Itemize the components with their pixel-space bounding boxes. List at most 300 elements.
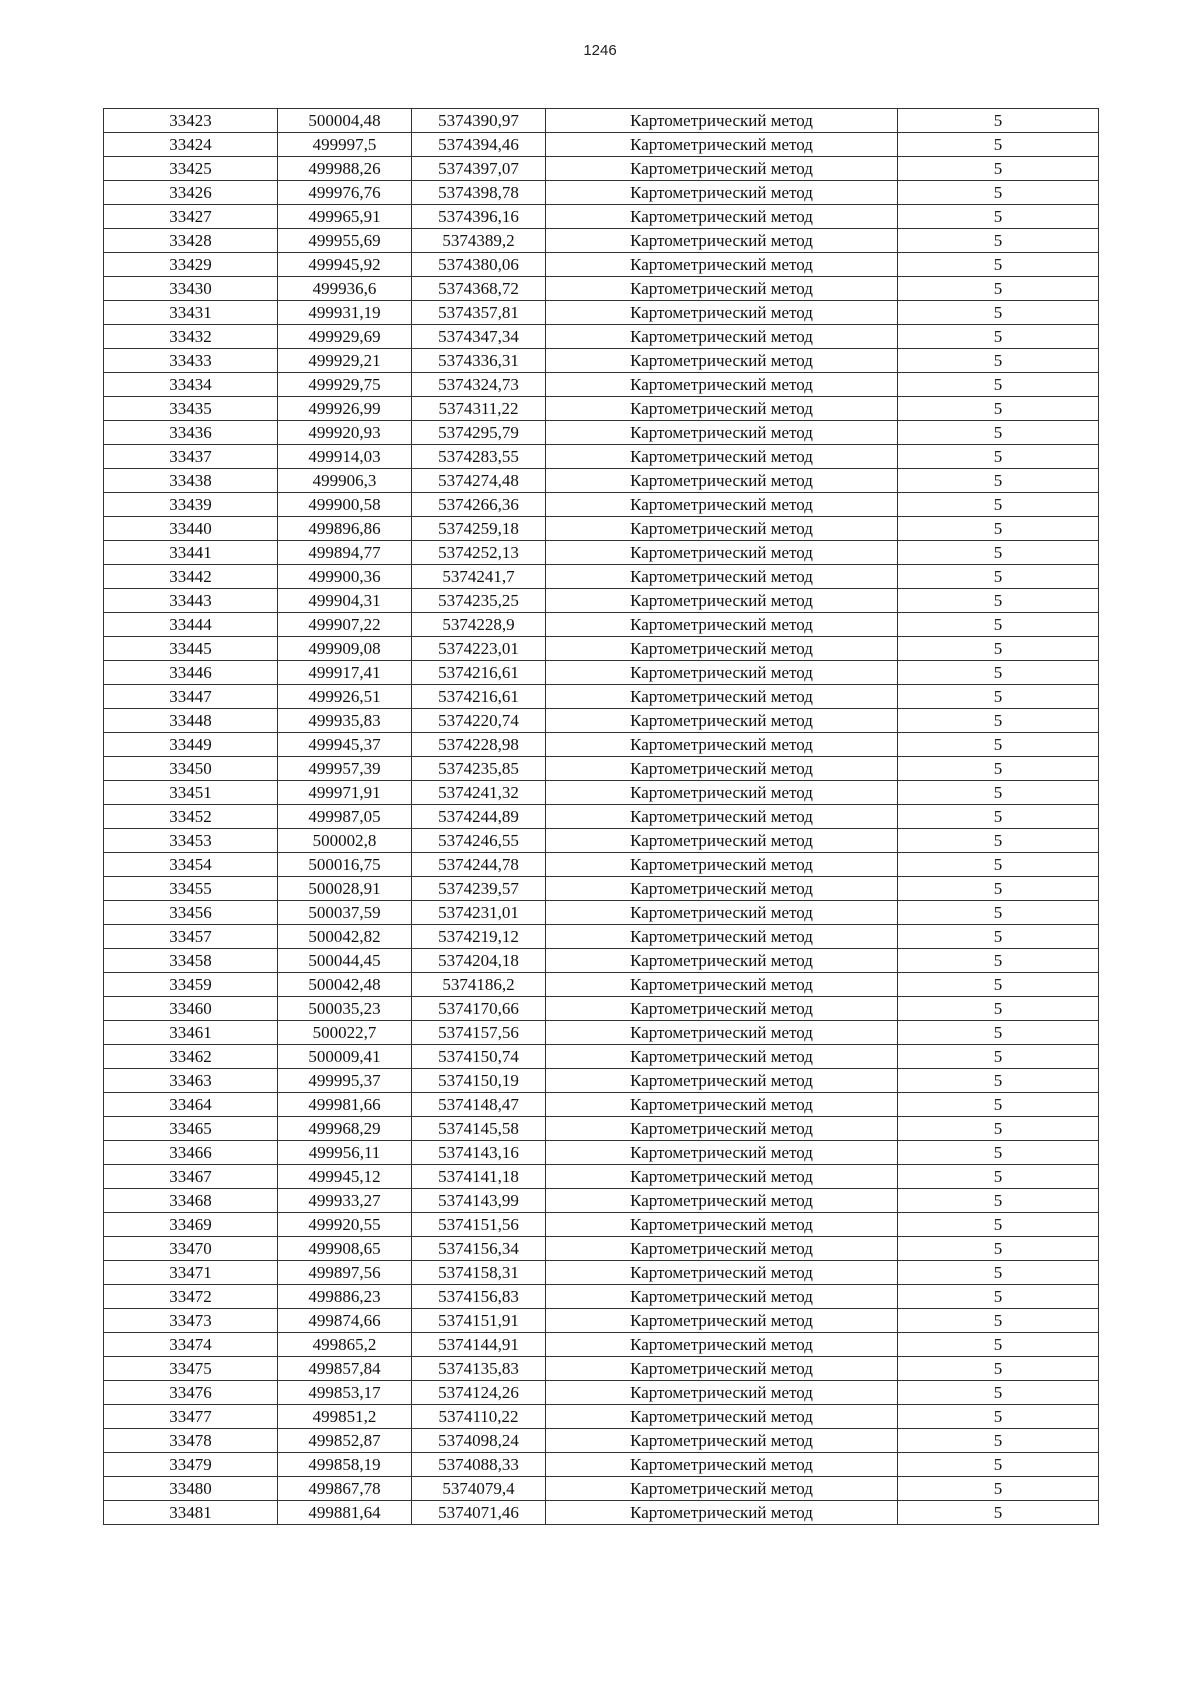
point-number-cell: 33438 (104, 469, 278, 493)
method-cell: Картометрический метод (546, 1381, 898, 1405)
table-row (104, 1261, 1099, 1285)
accuracy-cell: 5 (898, 709, 1099, 733)
point-number-cell: 33453 (104, 829, 278, 853)
accuracy-cell: 5 (898, 805, 1099, 829)
x-coordinate-cell: 500028,91 (278, 877, 412, 901)
x-coordinate-cell: 499865,2 (278, 1333, 412, 1357)
y-coordinate-cell: 5374156,83 (412, 1285, 546, 1309)
x-coordinate-cell: 499857,84 (278, 1357, 412, 1381)
x-coordinate-cell: 499858,19 (278, 1453, 412, 1477)
x-coordinate-cell: 499867,78 (278, 1477, 412, 1501)
method-cell: Картометрический метод (546, 133, 898, 157)
method-cell: Картометрический метод (546, 1237, 898, 1261)
table-row (104, 1381, 1099, 1405)
method-cell: Картометрический метод (546, 277, 898, 301)
point-number-cell: 33459 (104, 973, 278, 997)
accuracy-cell: 5 (898, 1045, 1099, 1069)
point-number-cell: 33425 (104, 157, 278, 181)
point-number-cell: 33427 (104, 205, 278, 229)
point-number-cell: 33436 (104, 421, 278, 445)
method-cell: Картометрический метод (546, 637, 898, 661)
point-number-cell: 33457 (104, 925, 278, 949)
y-coordinate-cell: 5374223,01 (412, 637, 546, 661)
method-cell: Картометрический метод (546, 949, 898, 973)
point-number-cell: 33464 (104, 1093, 278, 1117)
method-cell: Картометрический метод (546, 1141, 898, 1165)
x-coordinate-cell: 499897,56 (278, 1261, 412, 1285)
y-coordinate-cell: 5374156,34 (412, 1237, 546, 1261)
method-cell: Картометрический метод (546, 181, 898, 205)
method-cell: Картометрический метод (546, 1501, 898, 1525)
y-coordinate-cell: 5374239,57 (412, 877, 546, 901)
table-row (104, 781, 1099, 805)
y-coordinate-cell: 5374151,91 (412, 1309, 546, 1333)
point-number-cell: 33461 (104, 1021, 278, 1045)
point-number-cell: 33426 (104, 181, 278, 205)
y-coordinate-cell: 5374397,07 (412, 157, 546, 181)
point-number-cell: 33470 (104, 1237, 278, 1261)
method-cell: Картометрический метод (546, 685, 898, 709)
method-cell: Картометрический метод (546, 373, 898, 397)
table-row (104, 445, 1099, 469)
table-row (104, 253, 1099, 277)
y-coordinate-cell: 5374135,83 (412, 1357, 546, 1381)
accuracy-cell: 5 (898, 1021, 1099, 1045)
method-cell: Картометрический метод (546, 901, 898, 925)
point-number-cell: 33430 (104, 277, 278, 301)
method-cell: Картометрический метод (546, 925, 898, 949)
coordinates-table (103, 108, 1099, 1525)
y-coordinate-cell: 5374158,31 (412, 1261, 546, 1285)
method-cell: Картометрический метод (546, 349, 898, 373)
method-cell: Картометрический метод (546, 325, 898, 349)
y-coordinate-cell: 5374266,36 (412, 493, 546, 517)
point-number-cell: 33446 (104, 661, 278, 685)
accuracy-cell: 5 (898, 1237, 1099, 1261)
point-number-cell: 33458 (104, 949, 278, 973)
method-cell: Картометрический метод (546, 301, 898, 325)
point-number-cell: 33455 (104, 877, 278, 901)
point-number-cell: 33473 (104, 1309, 278, 1333)
method-cell: Картометрический метод (546, 853, 898, 877)
x-coordinate-cell: 499851,2 (278, 1405, 412, 1429)
table-row (104, 1093, 1099, 1117)
method-cell: Картометрический метод (546, 397, 898, 421)
accuracy-cell: 5 (898, 637, 1099, 661)
accuracy-cell: 5 (898, 1333, 1099, 1357)
accuracy-cell: 5 (898, 133, 1099, 157)
accuracy-cell: 5 (898, 445, 1099, 469)
x-coordinate-cell: 500035,23 (278, 997, 412, 1021)
accuracy-cell: 5 (898, 349, 1099, 373)
table-row (104, 1357, 1099, 1381)
table-row (104, 1165, 1099, 1189)
x-coordinate-cell: 499920,93 (278, 421, 412, 445)
method-cell: Картометрический метод (546, 1261, 898, 1285)
point-number-cell: 33480 (104, 1477, 278, 1501)
method-cell: Картометрический метод (546, 1213, 898, 1237)
method-cell: Картометрический метод (546, 229, 898, 253)
method-cell: Картометрический метод (546, 1117, 898, 1141)
method-cell: Картометрический метод (546, 781, 898, 805)
accuracy-cell: 5 (898, 397, 1099, 421)
accuracy-cell: 5 (898, 1213, 1099, 1237)
point-number-cell: 33472 (104, 1285, 278, 1309)
x-coordinate-cell: 499976,76 (278, 181, 412, 205)
x-coordinate-cell: 499896,86 (278, 517, 412, 541)
point-number-cell: 33429 (104, 253, 278, 277)
accuracy-cell: 5 (898, 517, 1099, 541)
x-coordinate-cell: 499920,55 (278, 1213, 412, 1237)
table-row (104, 349, 1099, 373)
method-cell: Картометрический метод (546, 757, 898, 781)
accuracy-cell: 5 (898, 589, 1099, 613)
x-coordinate-cell: 499945,12 (278, 1165, 412, 1189)
point-number-cell: 33433 (104, 349, 278, 373)
point-number-cell: 33437 (104, 445, 278, 469)
accuracy-cell: 5 (898, 205, 1099, 229)
point-number-cell: 33471 (104, 1261, 278, 1285)
table-row (104, 373, 1099, 397)
x-coordinate-cell: 499926,99 (278, 397, 412, 421)
accuracy-cell: 5 (898, 181, 1099, 205)
point-number-cell: 33477 (104, 1405, 278, 1429)
accuracy-cell: 5 (898, 109, 1099, 133)
accuracy-cell: 5 (898, 1093, 1099, 1117)
point-number-cell: 33478 (104, 1429, 278, 1453)
table-row (104, 517, 1099, 541)
accuracy-cell: 5 (898, 613, 1099, 637)
table-row (104, 1069, 1099, 1093)
point-number-cell: 33474 (104, 1333, 278, 1357)
accuracy-cell: 5 (898, 1429, 1099, 1453)
y-coordinate-cell: 5374170,66 (412, 997, 546, 1021)
point-number-cell: 33444 (104, 613, 278, 637)
accuracy-cell: 5 (898, 1501, 1099, 1525)
method-cell: Картометрический метод (546, 1045, 898, 1069)
point-number-cell: 33451 (104, 781, 278, 805)
x-coordinate-cell: 499900,36 (278, 565, 412, 589)
method-cell: Картометрический метод (546, 1093, 898, 1117)
x-coordinate-cell: 499900,58 (278, 493, 412, 517)
point-number-cell: 33434 (104, 373, 278, 397)
y-coordinate-cell: 5374079,4 (412, 1477, 546, 1501)
page-number: 1246 (583, 42, 617, 59)
x-coordinate-cell: 499957,39 (278, 757, 412, 781)
accuracy-cell: 5 (898, 1477, 1099, 1501)
point-number-cell: 33449 (104, 733, 278, 757)
accuracy-cell: 5 (898, 781, 1099, 805)
method-cell: Картометрический метод (546, 1357, 898, 1381)
x-coordinate-cell: 499971,91 (278, 781, 412, 805)
point-number-cell: 33465 (104, 1117, 278, 1141)
x-coordinate-cell: 500002,8 (278, 829, 412, 853)
y-coordinate-cell: 5374228,98 (412, 733, 546, 757)
accuracy-cell: 5 (898, 157, 1099, 181)
table-row (104, 613, 1099, 637)
y-coordinate-cell: 5374241,32 (412, 781, 546, 805)
x-coordinate-cell: 500004,48 (278, 109, 412, 133)
table-row (104, 469, 1099, 493)
x-coordinate-cell: 499874,66 (278, 1309, 412, 1333)
table-row (104, 397, 1099, 421)
table-row (104, 1405, 1099, 1429)
x-coordinate-cell: 499907,22 (278, 613, 412, 637)
table-row (104, 637, 1099, 661)
table-row (104, 565, 1099, 589)
method-cell: Картометрический метод (546, 1429, 898, 1453)
table-row (104, 1213, 1099, 1237)
point-number-cell: 33423 (104, 109, 278, 133)
method-cell: Картометрический метод (546, 1309, 898, 1333)
table-row (104, 805, 1099, 829)
method-cell: Картометрический метод (546, 1405, 898, 1429)
accuracy-cell: 5 (898, 1453, 1099, 1477)
accuracy-cell: 5 (898, 901, 1099, 925)
method-cell: Картометрический метод (546, 517, 898, 541)
x-coordinate-cell: 499945,37 (278, 733, 412, 757)
table-row (104, 589, 1099, 613)
y-coordinate-cell: 5374235,25 (412, 589, 546, 613)
y-coordinate-cell: 5374283,55 (412, 445, 546, 469)
x-coordinate-cell: 499917,41 (278, 661, 412, 685)
table-row (104, 493, 1099, 517)
method-cell: Картометрический метод (546, 1021, 898, 1045)
table-row (104, 1285, 1099, 1309)
accuracy-cell: 5 (898, 565, 1099, 589)
method-cell: Картометрический метод (546, 109, 898, 133)
table-row (104, 733, 1099, 757)
table-row (104, 109, 1099, 133)
accuracy-cell: 5 (898, 1069, 1099, 1093)
y-coordinate-cell: 5374368,72 (412, 277, 546, 301)
y-coordinate-cell: 5374145,58 (412, 1117, 546, 1141)
x-coordinate-cell: 499995,37 (278, 1069, 412, 1093)
y-coordinate-cell: 5374071,46 (412, 1501, 546, 1525)
accuracy-cell: 5 (898, 1405, 1099, 1429)
point-number-cell: 33428 (104, 229, 278, 253)
x-coordinate-cell: 499988,26 (278, 157, 412, 181)
accuracy-cell: 5 (898, 733, 1099, 757)
point-number-cell: 33424 (104, 133, 278, 157)
accuracy-cell: 5 (898, 1285, 1099, 1309)
x-coordinate-cell: 500042,82 (278, 925, 412, 949)
table-row (104, 205, 1099, 229)
method-cell: Картометрический метод (546, 157, 898, 181)
accuracy-cell: 5 (898, 685, 1099, 709)
table-row (104, 277, 1099, 301)
x-coordinate-cell: 499904,31 (278, 589, 412, 613)
table-row (104, 157, 1099, 181)
method-cell: Картометрический метод (546, 589, 898, 613)
point-number-cell: 33450 (104, 757, 278, 781)
x-coordinate-cell: 499929,69 (278, 325, 412, 349)
y-coordinate-cell: 5374157,56 (412, 1021, 546, 1045)
method-cell: Картометрический метод (546, 1333, 898, 1357)
point-number-cell: 33454 (104, 853, 278, 877)
y-coordinate-cell: 5374398,78 (412, 181, 546, 205)
method-cell: Картометрический метод (546, 421, 898, 445)
table-row (104, 901, 1099, 925)
y-coordinate-cell: 5374259,18 (412, 517, 546, 541)
point-number-cell: 33460 (104, 997, 278, 1021)
table-row (104, 853, 1099, 877)
y-coordinate-cell: 5374186,2 (412, 973, 546, 997)
table-row (104, 1477, 1099, 1501)
y-coordinate-cell: 5374150,19 (412, 1069, 546, 1093)
x-coordinate-cell: 500042,48 (278, 973, 412, 997)
x-coordinate-cell: 499956,11 (278, 1141, 412, 1165)
accuracy-cell: 5 (898, 1117, 1099, 1141)
x-coordinate-cell: 499906,3 (278, 469, 412, 493)
method-cell: Картометрический метод (546, 613, 898, 637)
table-row (104, 1117, 1099, 1141)
x-coordinate-cell: 499968,29 (278, 1117, 412, 1141)
point-number-cell: 33469 (104, 1213, 278, 1237)
table-row (104, 1237, 1099, 1261)
point-number-cell: 33431 (104, 301, 278, 325)
method-cell: Картометрический метод (546, 1477, 898, 1501)
method-cell: Картометрический метод (546, 1165, 898, 1189)
y-coordinate-cell: 5374124,26 (412, 1381, 546, 1405)
table-row (104, 1429, 1099, 1453)
x-coordinate-cell: 500016,75 (278, 853, 412, 877)
x-coordinate-cell: 499914,03 (278, 445, 412, 469)
table-row (104, 421, 1099, 445)
point-number-cell: 33448 (104, 709, 278, 733)
x-coordinate-cell: 499981,66 (278, 1093, 412, 1117)
x-coordinate-cell: 499935,83 (278, 709, 412, 733)
y-coordinate-cell: 5374088,33 (412, 1453, 546, 1477)
method-cell: Картометрический метод (546, 973, 898, 997)
method-cell: Картометрический метод (546, 1069, 898, 1093)
point-number-cell: 33462 (104, 1045, 278, 1069)
accuracy-cell: 5 (898, 541, 1099, 565)
method-cell: Картометрический метод (546, 733, 898, 757)
accuracy-cell: 5 (898, 421, 1099, 445)
x-coordinate-cell: 499929,75 (278, 373, 412, 397)
x-coordinate-cell: 499955,69 (278, 229, 412, 253)
accuracy-cell: 5 (898, 469, 1099, 493)
accuracy-cell: 5 (898, 253, 1099, 277)
y-coordinate-cell: 5374380,06 (412, 253, 546, 277)
x-coordinate-cell: 499931,19 (278, 301, 412, 325)
y-coordinate-cell: 5374394,46 (412, 133, 546, 157)
y-coordinate-cell: 5374148,47 (412, 1093, 546, 1117)
accuracy-cell: 5 (898, 853, 1099, 877)
x-coordinate-cell: 499945,92 (278, 253, 412, 277)
accuracy-cell: 5 (898, 1381, 1099, 1405)
accuracy-cell: 5 (898, 925, 1099, 949)
y-coordinate-cell: 5374151,56 (412, 1213, 546, 1237)
y-coordinate-cell: 5374204,18 (412, 949, 546, 973)
method-cell: Картометрический метод (546, 253, 898, 277)
y-coordinate-cell: 5374241,7 (412, 565, 546, 589)
x-coordinate-cell: 499936,6 (278, 277, 412, 301)
accuracy-cell: 5 (898, 1189, 1099, 1213)
x-coordinate-cell: 499853,17 (278, 1381, 412, 1405)
x-coordinate-cell: 499929,21 (278, 349, 412, 373)
method-cell: Картометрический метод (546, 877, 898, 901)
table-row (104, 949, 1099, 973)
accuracy-cell: 5 (898, 661, 1099, 685)
y-coordinate-cell: 5374311,22 (412, 397, 546, 421)
y-coordinate-cell: 5374390,97 (412, 109, 546, 133)
point-number-cell: 33442 (104, 565, 278, 589)
x-coordinate-cell: 499852,87 (278, 1429, 412, 1453)
point-number-cell: 33452 (104, 805, 278, 829)
table-row (104, 541, 1099, 565)
x-coordinate-cell: 499886,23 (278, 1285, 412, 1309)
y-coordinate-cell: 5374143,99 (412, 1189, 546, 1213)
point-number-cell: 33435 (104, 397, 278, 421)
point-number-cell: 33479 (104, 1453, 278, 1477)
y-coordinate-cell: 5374098,24 (412, 1429, 546, 1453)
accuracy-cell: 5 (898, 949, 1099, 973)
method-cell: Картометрический метод (546, 1285, 898, 1309)
point-number-cell: 33432 (104, 325, 278, 349)
point-number-cell: 33439 (104, 493, 278, 517)
point-number-cell: 33441 (104, 541, 278, 565)
x-coordinate-cell: 500009,41 (278, 1045, 412, 1069)
accuracy-cell: 5 (898, 301, 1099, 325)
method-cell: Картометрический метод (546, 1189, 898, 1213)
accuracy-cell: 5 (898, 973, 1099, 997)
method-cell: Картометрический метод (546, 205, 898, 229)
table-row (104, 325, 1099, 349)
table-row (104, 181, 1099, 205)
point-number-cell: 33466 (104, 1141, 278, 1165)
y-coordinate-cell: 5374216,61 (412, 661, 546, 685)
accuracy-cell: 5 (898, 997, 1099, 1021)
point-number-cell: 33475 (104, 1357, 278, 1381)
table-row (104, 997, 1099, 1021)
accuracy-cell: 5 (898, 1357, 1099, 1381)
table-row (104, 1141, 1099, 1165)
accuracy-cell: 5 (898, 1309, 1099, 1333)
point-number-cell: 33445 (104, 637, 278, 661)
y-coordinate-cell: 5374216,61 (412, 685, 546, 709)
y-coordinate-cell: 5374220,74 (412, 709, 546, 733)
y-coordinate-cell: 5374274,48 (412, 469, 546, 493)
table-row (104, 301, 1099, 325)
point-number-cell: 33476 (104, 1381, 278, 1405)
method-cell: Картометрический метод (546, 565, 898, 589)
x-coordinate-cell: 499926,51 (278, 685, 412, 709)
point-number-cell: 33440 (104, 517, 278, 541)
x-coordinate-cell: 499881,64 (278, 1501, 412, 1525)
accuracy-cell: 5 (898, 757, 1099, 781)
table-row (104, 133, 1099, 157)
accuracy-cell: 5 (898, 373, 1099, 397)
y-coordinate-cell: 5374231,01 (412, 901, 546, 925)
accuracy-cell: 5 (898, 493, 1099, 517)
table-row (104, 925, 1099, 949)
method-cell: Картометрический метод (546, 661, 898, 685)
x-coordinate-cell: 499909,08 (278, 637, 412, 661)
method-cell: Картометрический метод (546, 1453, 898, 1477)
method-cell: Картометрический метод (546, 469, 898, 493)
table-row (104, 973, 1099, 997)
x-coordinate-cell: 500022,7 (278, 1021, 412, 1045)
x-coordinate-cell: 500037,59 (278, 901, 412, 925)
method-cell: Картометрический метод (546, 445, 898, 469)
accuracy-cell: 5 (898, 1165, 1099, 1189)
table-row (104, 1021, 1099, 1045)
coordinates-table-body (104, 109, 1099, 1525)
y-coordinate-cell: 5374252,13 (412, 541, 546, 565)
point-number-cell: 33481 (104, 1501, 278, 1525)
